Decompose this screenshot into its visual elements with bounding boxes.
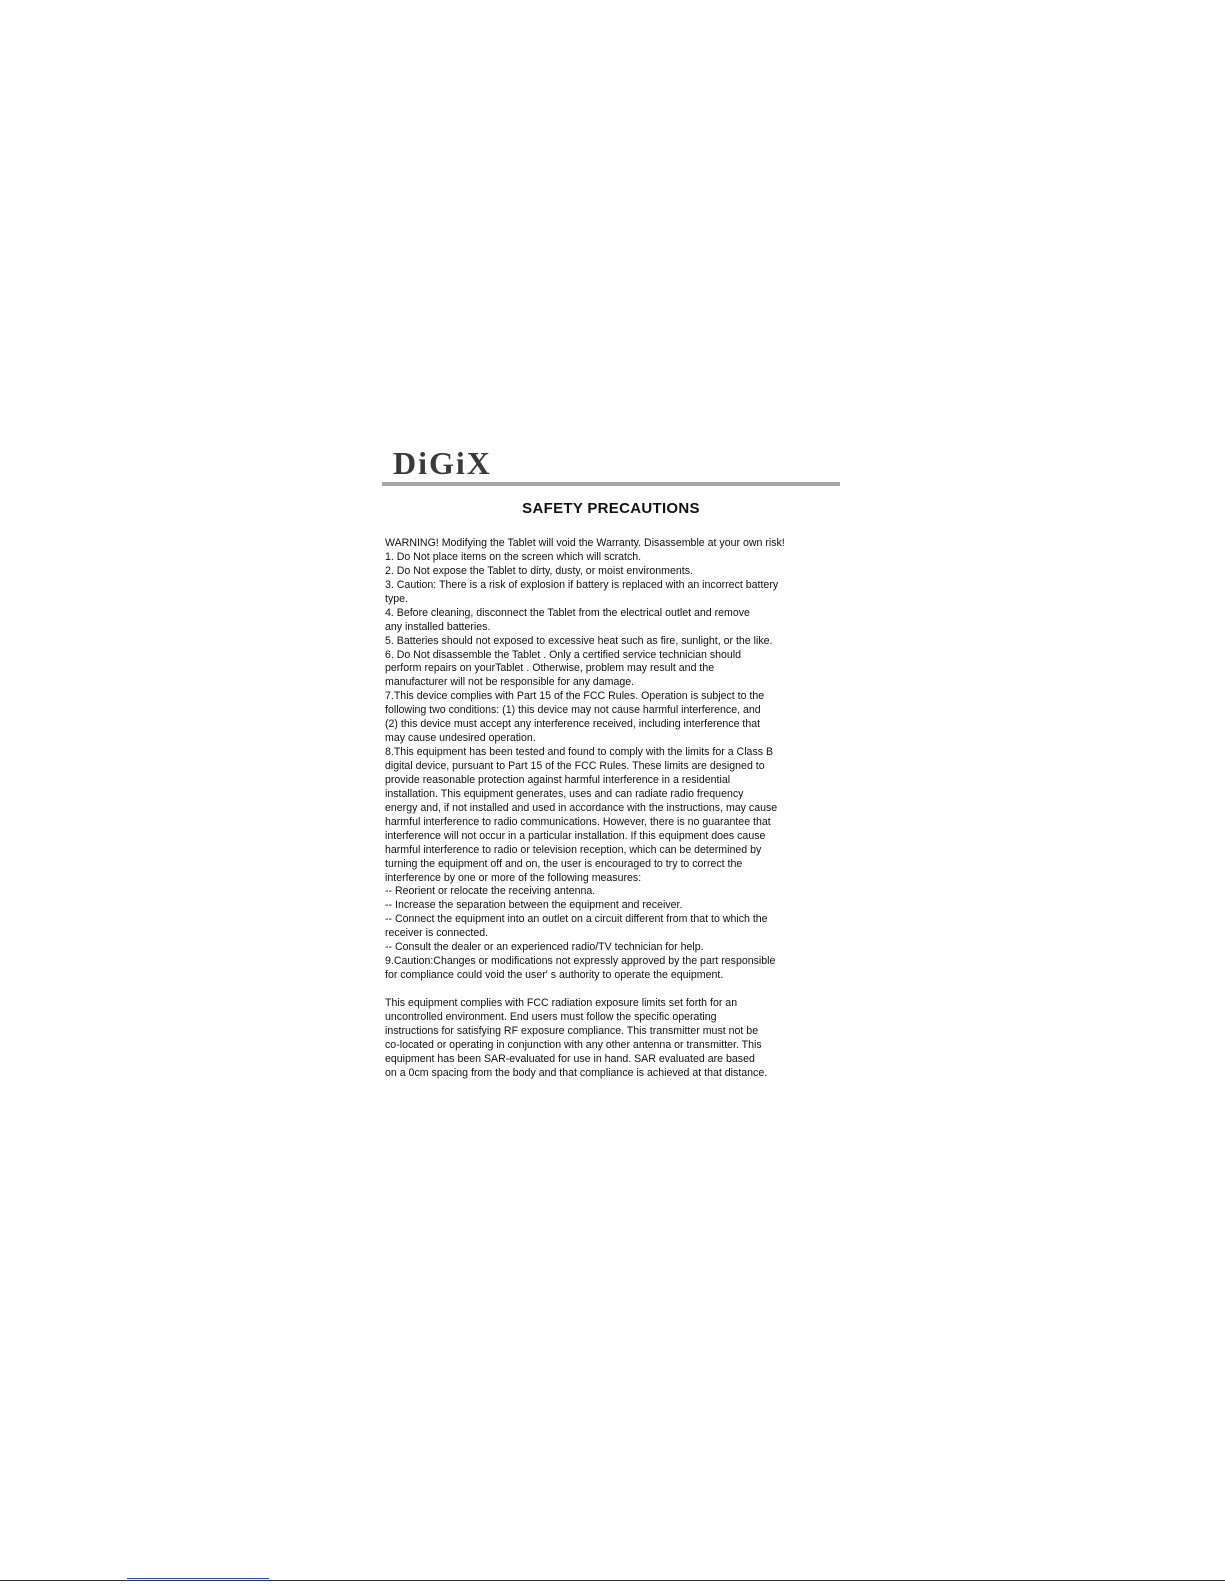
text-line: interference will not occur in a particular installation. If this equipment does cause	[385, 829, 766, 842]
document-body	[385, 537, 850, 1081]
text-line: harmful interference to radio or television reception, which can be determined by	[385, 843, 762, 856]
text-line: co-located or operating in conjunction with any other antenna or transmitter. This	[385, 1038, 762, 1051]
footer-divider	[0, 1580, 1225, 1581]
text-line: turning the equipment off and on, the user is encouraged to try to correct the	[385, 857, 743, 870]
text-line: harmful interference to radio communications. However, there is no guarantee that	[385, 815, 771, 828]
page-title: SAFETY PRECAUTIONS	[522, 500, 700, 517]
text-line: interference by one or more of the following measures:	[385, 871, 642, 884]
text-line: instructions for satisfying RF exposure compliance. This transmitter must not be	[385, 1024, 759, 1037]
paragraph-gap	[385, 983, 850, 997]
text-line: -- Increase the separation between the equipment and receiver.	[385, 899, 683, 912]
text-line: 1. Do Not place items on the screen which will scratch.	[385, 550, 642, 563]
digix-logo: DiGiX	[393, 445, 492, 481]
text-line: This equipment complies with FCC radiation exposure limits set forth for an	[385, 996, 738, 1009]
text-line: 5. Batteries should not exposed to excessive heat such as fire, sunlight, or the like.	[385, 634, 773, 647]
text-line: installation. This equipment generates, uses and can radiate radio frequency	[385, 787, 744, 800]
text-line: equipment has been SAR-evaluated for use in hand. SAR evaluated are based	[385, 1052, 755, 1065]
text-line: -- Consult the dealer or an experienced radio/TV technician for help.	[385, 941, 704, 954]
text-line: 8.This equipment has been tested and found to comply with the limits for a Class B	[385, 746, 774, 759]
text-line: 7.This device complies with Part 15 of the FCC Rules. Operation is subject to the	[385, 690, 765, 703]
precautions-list	[385, 537, 850, 983]
text-line: any installed batteries.	[385, 620, 491, 633]
text-line: energy and, if not installed and used in accordance with the instructions, may cause	[385, 801, 778, 814]
text-line: manufacturer will not be responsible for any damage.	[385, 676, 635, 689]
text-line: following two conditions: (1) this device may not cause harmful interference, and	[385, 704, 761, 717]
text-line: provide reasonable protection against harmful interference in a residential	[385, 773, 731, 786]
text-line: 6. Do Not disassemble the Tablet . Only a certified service technician should	[385, 648, 742, 661]
text-line: digital device, pursuant to Part 15 of the FCC Rules. These limits are designed to	[385, 760, 765, 772]
text-line: 2. Do Not expose the Tablet to dirty, dusty, or moist environments.	[385, 564, 693, 577]
text-line: 4. Before cleaning, disconnect the Tablet from the electrical outlet and remove	[385, 606, 750, 619]
text-line: -- Reorient or relocate the receiving antenna.	[385, 885, 596, 898]
text-line: uncontrolled environment. End users must follow the specific operating	[385, 1010, 717, 1023]
text-line: 3. Caution: There is a risk of explosion if battery is replaced with an incorrect battery	[385, 578, 779, 591]
text-line: perform repairs on yourTablet . Otherwise, problem may result and the	[385, 662, 715, 675]
footer-link-underline	[127, 1578, 269, 1579]
text-line: 9.Caution:Changes or modifications not expressly approved by the part responsible	[385, 955, 776, 968]
text-line: type.	[385, 592, 408, 605]
text-line: receiver is connected.	[385, 927, 489, 940]
header-divider	[382, 482, 840, 486]
text-line: WARNING! Modifying the Tablet will void the Warranty. Disassemble at your own risk!	[385, 537, 785, 549]
text-line: -- Connect the equipment into an outlet on a circuit different from that to which the	[385, 913, 768, 926]
rf-exposure-paragraph	[385, 997, 850, 1081]
text-line: (2) this device must accept any interference received, including interference that	[385, 718, 761, 731]
text-line: on a 0cm spacing from the body and that compliance is achieved at that distance.	[385, 1066, 768, 1079]
text-line: may cause undesired operation.	[385, 732, 536, 745]
text-line: for compliance could void the user' s authority to operate the equipment.	[385, 969, 724, 982]
